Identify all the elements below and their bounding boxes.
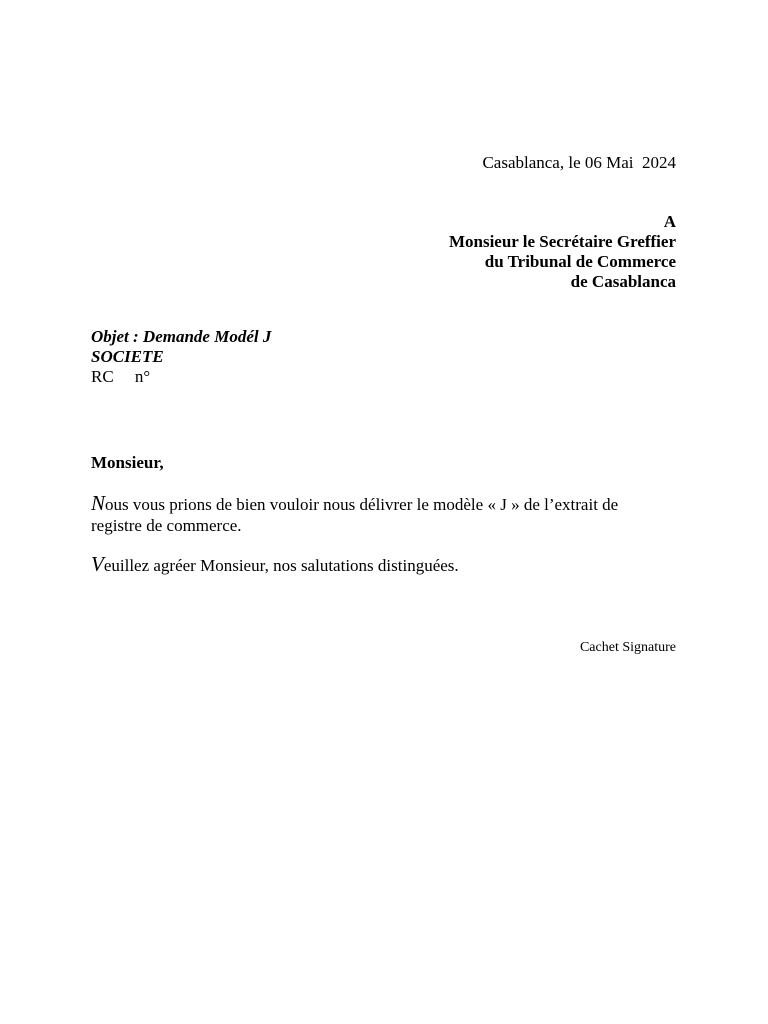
signature-label: Cachet Signature [579,640,676,655]
recipient-block [449,212,676,292]
recipient-line-3: du Tribunal de Commerce [484,252,676,271]
body-paragraph-2 [91,554,671,576]
body-paragraph-1 [91,493,671,536]
recipient-line-4: de Casablanca [570,272,676,291]
paragraph-2-text: euillez agréer Monsieur, nos salutations distinguées. [103,556,459,575]
subject-rc: RC n° [91,367,151,386]
date-line: Casablanca, le 06 Mai 2024 [482,153,676,172]
recipient-line-2: Monsieur le Secrétaire Greffier [448,232,676,251]
paragraph-1-text: ous vous prions de bien vouloir nous délivrer le modèle « J » de l’extrait de registre de commerce. [91,495,619,535]
subject-block [91,327,271,387]
paragraph-1-initial: N [91,491,106,515]
paragraph-2-initial: V [91,552,104,576]
salutation: Monsieur, [91,453,164,472]
subject-objet: Objet : Demande Modél J [91,327,272,346]
recipient-line-1: A [663,212,676,231]
subject-societe: SOCIETE [91,347,164,366]
